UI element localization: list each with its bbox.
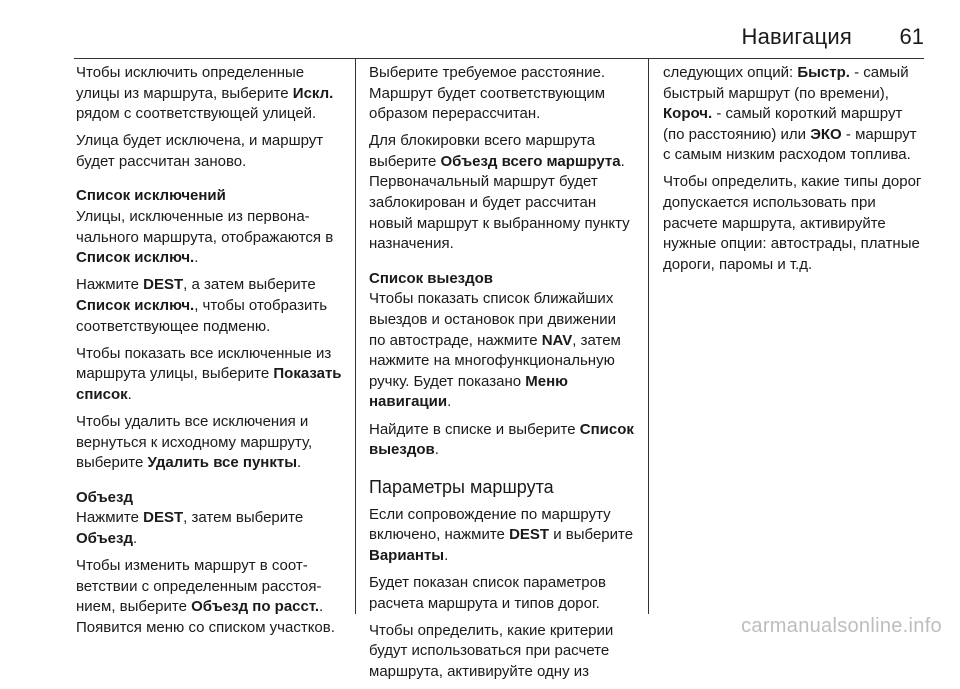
- paragraph-route-options-list: следующих опций: Быстр. - самый быстрый маршрут (по времени), Короч. - самый короткий маршрут (по расстоянию) или ЭКО - маршрут с самым низким расходом топлива.: [663, 64, 917, 164]
- paragraph-excluded-streets: Улицы, исключенные из первоначального маршрута, отображаются в Список исключ..: [76, 208, 334, 267]
- paragraph-nearest-exits: Чтобы показать список ближайших выездов и остановок при движении по автостраде, нажмите NAV, затем нажмите на многофункциональную ручку. Будет показано Меню навигации.: [369, 290, 621, 411]
- column-3: [663, 63, 925, 282]
- paragraph-criteria: Чтобы определить, какие критерии будут использоваться при расчете маршрута, активируйте одну из: [369, 621, 614, 680]
- heading-detour: Объезд: [76, 488, 133, 506]
- paragraph-select-distance: Выберите требуемое расстояние. Маршрут будет соответствующим образом перерассчитан.: [369, 64, 606, 123]
- page-header: [656, 22, 924, 60]
- paragraph-show-list: Чтобы показать все исключенные из маршрута улицы, выберите Показать список.: [76, 344, 342, 403]
- paragraph-road-types: Чтобы определить, какие типы дорог допускается использовать при расчете маршрута, активируйте нужные опции: автострады, платные дороги, паромы и т.д.: [663, 173, 922, 273]
- paragraph-delete-all: Чтобы удалить все исключения и вернуться к исходному маршруту, выберите Удалить все пункты.: [76, 412, 313, 472]
- term-exclude: Искл.: [292, 84, 334, 102]
- paragraph-route-options: Если сопровождение по маршруту включено, нажмите DEST и выберите Варианты.: [369, 505, 634, 564]
- page-title: Навигация: [741, 24, 852, 49]
- paragraph-recalculated: Улица будет исключена, и маршрут будет рассчитан заново.: [76, 132, 324, 170]
- paragraph-press-dest: Нажмите DEST, а затем выберите Список исключ., чтобы отобразить соответствующее подменю.: [76, 276, 328, 335]
- column-divider-1: [355, 58, 356, 614]
- heading-exit-list: Список выездов: [369, 269, 494, 287]
- paragraph-detour-dest: Нажмите DEST, затем выберите Объезд.: [76, 509, 304, 547]
- paragraph-detour-distance: Чтобы изменить маршрут в соответствии с определенным расстоянием, выберите Объезд по расст.. Появится меню со списком участков.: [76, 556, 335, 636]
- column-2: [369, 63, 635, 689]
- paragraph-block-route: Для блокировки всего маршрута выберите Объезд всего маршрута. Первоначальный маршрут будет заблокирован и будет рассчитан новый маршрут к выбранному пункту назначения.: [369, 132, 630, 253]
- watermark: carmanualsonline.info: [741, 615, 942, 637]
- heading-route-parameters: Параметры маршрута: [369, 476, 554, 497]
- column-1: [76, 63, 344, 645]
- paragraph-exclude-streets: Чтобы исключить определенные улицы из маршрута, выберите Искл. рядом с соответствующей улицей.: [76, 64, 334, 123]
- paragraph-parameter-list: Будет показан список параметров расчета маршрута и типов дорог.: [369, 573, 606, 612]
- header-rule: [74, 58, 924, 59]
- column-divider-2: [648, 58, 649, 614]
- heading-exclusion-list: Список исключений: [76, 187, 226, 205]
- paragraph-find-exit-list: Найдите в списке и выберите Список выездов.: [369, 420, 634, 459]
- page-number: 61: [899, 24, 924, 49]
